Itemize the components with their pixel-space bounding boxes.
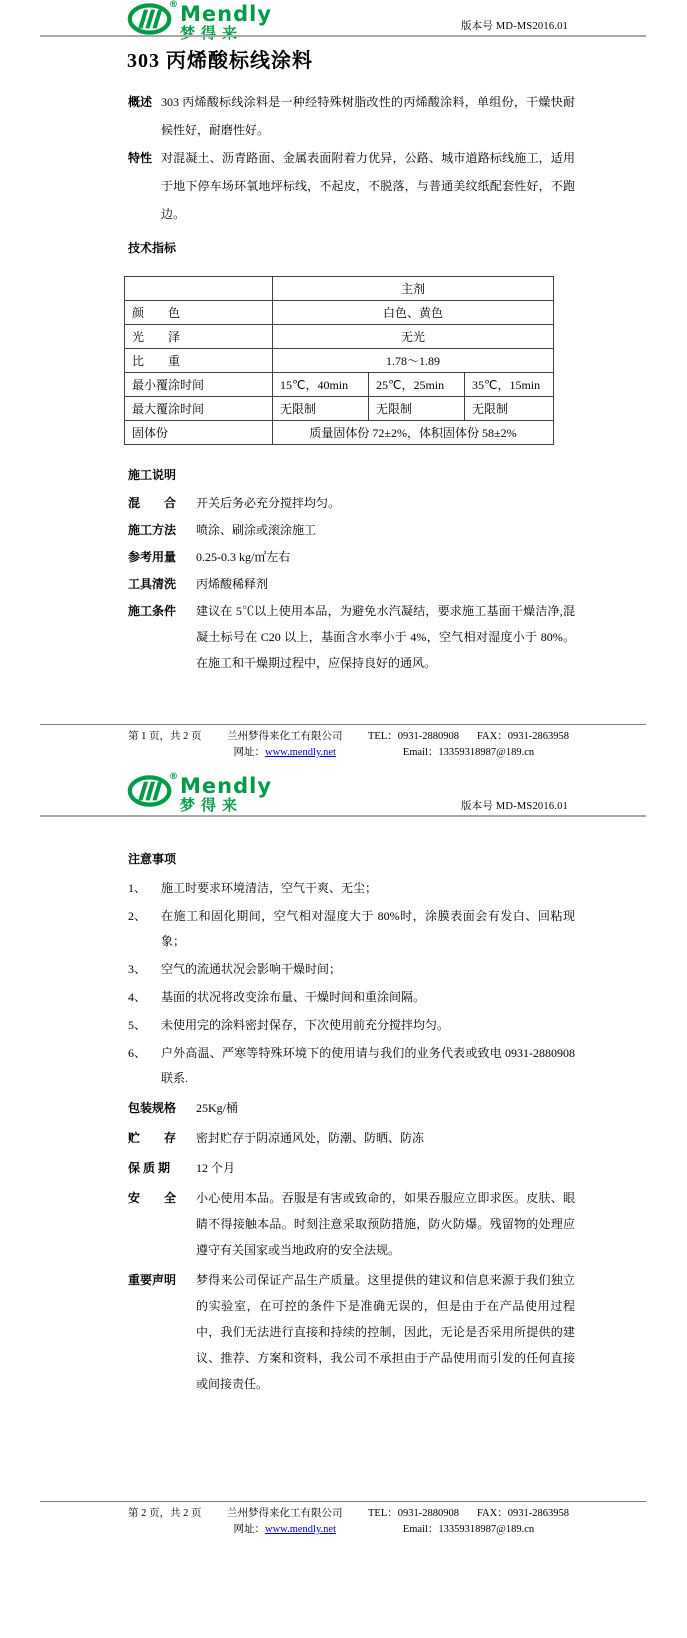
page-number: 第 1 页，共 2 页 bbox=[128, 731, 202, 742]
brand-name-en: Mendly bbox=[180, 2, 273, 26]
company-email: Email：13359318987@189.cn bbox=[402, 747, 535, 758]
info-item-text: 密封贮存于阴凉通风处，防潮、防晒、防冻 bbox=[196, 1131, 425, 1145]
info-item-label: 保 质 期 bbox=[128, 1161, 171, 1175]
construction-item bbox=[128, 517, 575, 543]
construction-item-label: 混 合 bbox=[128, 496, 177, 510]
note-number: 5、 bbox=[128, 1018, 147, 1032]
table-row-label: 最大覆涂时间 bbox=[125, 397, 273, 421]
note-number: 4、 bbox=[128, 990, 147, 1004]
construction-item-text: 丙烯酸稀释剂 bbox=[196, 577, 269, 591]
construction-item-label: 施工条件 bbox=[128, 604, 177, 618]
note-number: 3、 bbox=[128, 962, 147, 976]
website-link[interactable]: www.mendly.net bbox=[265, 747, 336, 758]
table-cell: 35℃，15min bbox=[465, 373, 554, 397]
info-item bbox=[128, 1185, 575, 1263]
company-email: Email：13359318987@189.cn bbox=[402, 1524, 535, 1535]
note-text: 空气的流通状况会影响干燥时间； bbox=[161, 962, 342, 976]
table-cell: 白色、黄色 bbox=[273, 301, 554, 325]
info-item-text: 小心使用本品。吞服是有害或致命的，如果吞服应立即求医。皮肤、眼睛不得接触本品。时刻注意采取预防措施，防火防爆。残留物的处理应遵守有关国家或当地政府的安全法规。 bbox=[196, 1191, 575, 1257]
tech-spec-table bbox=[124, 276, 554, 445]
note-text: 未使用完的涂料密封保存，下次使用前充分搅拌均匀。 bbox=[161, 1018, 450, 1032]
table-cell: 15℃，40min bbox=[273, 373, 369, 397]
company-name: 兰州梦得来化工有限公司 bbox=[227, 731, 343, 742]
mendly-logo-icon bbox=[127, 2, 174, 36]
table-row-label: 比 重 bbox=[125, 349, 273, 373]
table-row bbox=[125, 277, 554, 301]
table-header-main-agent: 主剂 bbox=[273, 277, 554, 301]
company-tel: TEL：0931-2880908 bbox=[368, 1508, 459, 1519]
construction-item bbox=[128, 490, 575, 516]
info-item-label: 安 全 bbox=[128, 1191, 177, 1205]
table-row bbox=[125, 397, 554, 421]
info-item-text: 25Kg/桶 bbox=[196, 1101, 239, 1115]
info-item bbox=[128, 1095, 575, 1121]
page2-body bbox=[128, 846, 575, 1397]
company-fax: FAX：0931-2863958 bbox=[477, 1508, 569, 1519]
website-link[interactable]: www.mendly.net bbox=[265, 1524, 336, 1535]
note-item bbox=[128, 1013, 575, 1038]
table-cell: 质量固体份 72±2%，体积固体份 58±2% bbox=[273, 421, 554, 445]
note-item bbox=[128, 904, 575, 954]
note-text: 在施工和固化期间，空气相对湿度大于 80%时，涂膜表面会有发白、回粘现象； bbox=[161, 909, 575, 948]
note-item bbox=[128, 876, 575, 901]
note-number: 6、 bbox=[128, 1046, 147, 1060]
construction-item-label: 参考用量 bbox=[128, 550, 177, 564]
construction-item-text: 喷涂、刷涂或滚涂施工 bbox=[196, 523, 317, 537]
overview-label: 概述 bbox=[128, 95, 153, 109]
version-label: 版本号 MD-MS2016.01 bbox=[460, 21, 568, 32]
note-item bbox=[128, 985, 575, 1010]
construction-item bbox=[128, 598, 575, 676]
table-row bbox=[125, 325, 554, 349]
note-item bbox=[128, 1041, 575, 1091]
header-divider bbox=[40, 35, 646, 37]
footer-divider bbox=[40, 1501, 646, 1502]
company-logo bbox=[127, 774, 272, 814]
version-label: 版本号 MD-MS2016.01 bbox=[460, 801, 568, 812]
features-label: 特性 bbox=[128, 151, 153, 165]
footer-divider bbox=[40, 724, 646, 725]
table-cell: 无限制 bbox=[465, 397, 554, 421]
overview-paragraph bbox=[128, 88, 575, 144]
info-item-text: 梦得来公司保证产品生产质量。这里提供的建议和信息来源于我们独立的实验室，在可控的条件下是准确无误的，但是由于在产品使用过程中，我们无法进行直接和持续的控制，因此，无论是否采用所提供的建议、推荐、方案和资料，我公司不承担由于产品使用而引发的任何直接或间接责任。 bbox=[196, 1273, 575, 1391]
construction-item-label: 施工方法 bbox=[128, 523, 177, 537]
note-number: 2、 bbox=[128, 909, 147, 923]
construction-title: 施工说明 bbox=[128, 468, 177, 482]
website-label: 网址： bbox=[233, 747, 266, 758]
brand-name-en: Mendly bbox=[180, 774, 273, 798]
table-cell: 无限制 bbox=[273, 397, 369, 421]
info-item-text: 12 个月 bbox=[196, 1161, 236, 1175]
note-number: 1、 bbox=[128, 881, 147, 895]
construction-item bbox=[128, 544, 575, 570]
note-item bbox=[128, 957, 575, 982]
page-number: 第 2 页，共 2 页 bbox=[128, 1508, 202, 1519]
info-item-label: 包装规格 bbox=[128, 1101, 177, 1115]
info-item-label: 重要声明 bbox=[128, 1273, 177, 1287]
construction-item bbox=[128, 571, 575, 597]
registered-mark: ® bbox=[169, 0, 178, 10]
overview-text: 303 丙烯酸标线涂料是一种经特殊树脂改性的丙烯酸涂料，单组份，干燥快耐候性好，耐磨性好。 bbox=[161, 95, 575, 137]
header-divider bbox=[40, 815, 646, 817]
note-text: 基面的状况将改变涂布量、干燥时间和重涂间隔。 bbox=[161, 990, 426, 1004]
table-row-label: 固体份 bbox=[125, 421, 273, 445]
table-cell: 无光 bbox=[273, 325, 554, 349]
company-tel: TEL：0931-2880908 bbox=[368, 731, 459, 742]
construction-item-text: 0.25-0.3 kg/㎡左右 bbox=[196, 550, 291, 564]
info-item bbox=[128, 1155, 575, 1181]
company-website-line bbox=[227, 745, 343, 761]
table-cell: 1.78～1.89 bbox=[273, 349, 554, 373]
registered-mark: ® bbox=[169, 772, 178, 782]
table-row bbox=[125, 349, 554, 373]
page1-body bbox=[128, 88, 575, 676]
table-row bbox=[125, 301, 554, 325]
features-paragraph bbox=[128, 144, 575, 228]
info-item bbox=[128, 1267, 575, 1397]
brand-name-cn: 梦得来 bbox=[180, 26, 244, 42]
info-item bbox=[128, 1125, 575, 1151]
table-row-label: 颜 色 bbox=[125, 301, 273, 325]
table-row bbox=[125, 373, 554, 397]
table-cell-empty bbox=[125, 277, 273, 301]
note-text: 施工时要求环境清洁，空气干爽、无尘； bbox=[161, 881, 378, 895]
note-text: 户外高温、严寒等特殊环境下的使用请与我们的业务代表或致电 0931-2880908 联系. bbox=[161, 1046, 575, 1085]
page-title: 303 丙烯酸标线涂料 bbox=[127, 50, 313, 72]
table-row-label: 光 泽 bbox=[125, 325, 273, 349]
table-row bbox=[125, 421, 554, 445]
construction-item-text: 建议在 5℃以上使用本品，为避免水汽凝结，要求施工基面干燥洁净,混凝土标号在 C20 以上，基面含水率小于 4%，空气相对湿度小于 80%。在施工和干燥期过程中，应保持良好的通风。 bbox=[196, 604, 575, 670]
tech-spec-title: 技术指标 bbox=[128, 241, 177, 255]
table-cell: 25℃，25min bbox=[369, 373, 465, 397]
company-name: 兰州梦得来化工有限公司 bbox=[227, 1508, 343, 1519]
page1-footer bbox=[0, 724, 687, 761]
company-website-line bbox=[227, 1522, 343, 1538]
info-item-label: 贮 存 bbox=[128, 1131, 177, 1145]
construction-item-text: 开关后务必充分搅拌均匀。 bbox=[196, 496, 341, 510]
construction-item-label: 工具清洗 bbox=[128, 577, 177, 591]
company-fax: FAX：0931-2863958 bbox=[477, 731, 569, 742]
notes-title: 注意事项 bbox=[128, 852, 177, 866]
page2-footer bbox=[0, 1501, 687, 1538]
website-label: 网址： bbox=[233, 1524, 266, 1535]
features-text: 对混凝土、沥青路面、金属表面附着力优异，公路、城市道路标线施工，适用于地下停车场环氧地坪标线，不起皮，不脱落，与普通美纹纸配套性好，不跑边。 bbox=[161, 151, 575, 221]
table-cell: 无限制 bbox=[369, 397, 465, 421]
mendly-logo-icon bbox=[127, 774, 174, 808]
brand-name-cn: 梦得来 bbox=[180, 798, 244, 814]
table-row-label: 最小覆涂时间 bbox=[125, 373, 273, 397]
